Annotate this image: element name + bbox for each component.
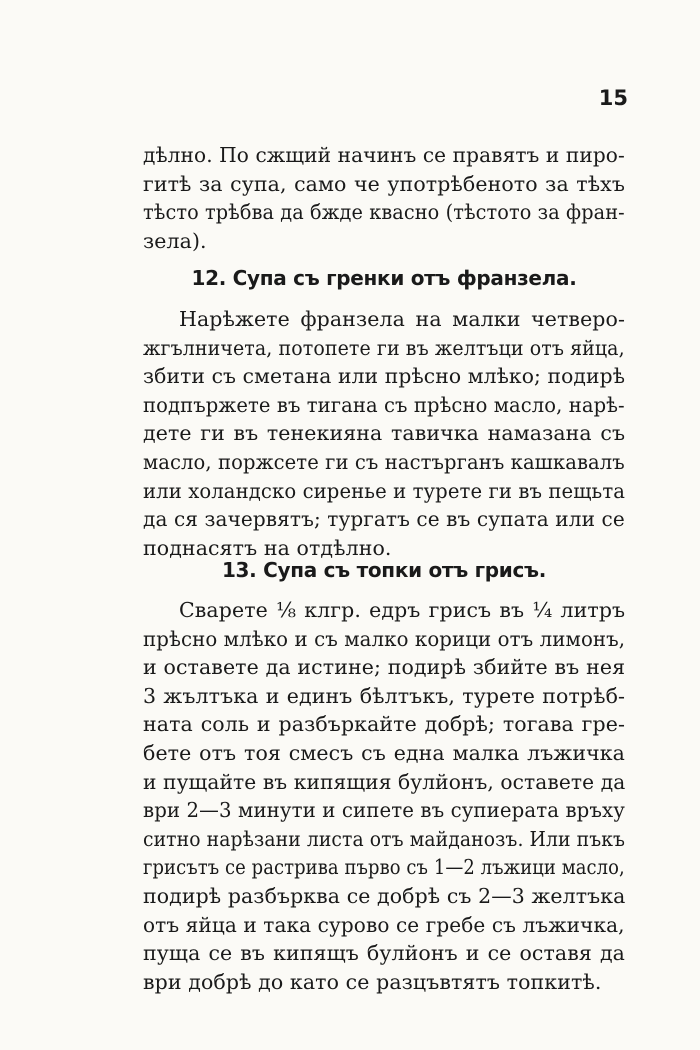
- text-line: бете отъ тоя смесъ съ една малка лъжичка: [143, 740, 625, 765]
- section-12-paragraph: [143, 305, 625, 562]
- text-line: дете ги въ тенекияна тавичка намазана съ: [143, 421, 626, 446]
- text-line: ната соль и разбъркайте добрѣ; тогава гре-: [143, 712, 625, 737]
- page-number: 15: [598, 86, 628, 110]
- text-line: подирѣ разбърква се добрѣ съ 2—3 желтъка: [143, 883, 626, 908]
- text-line: 3 жълтъка и единъ бѣлтъкъ, турете потрѣб-: [143, 683, 626, 708]
- text-line: и оставете да истине; подирѣ збийте въ нея: [143, 655, 626, 680]
- section-13-heading: 13. Супа съ топки отъ грисъ.: [221, 558, 547, 582]
- text-line: ври добрѣ до като се разцъвтятъ топкитѣ.: [143, 969, 602, 994]
- text-line: зела).: [143, 228, 207, 253]
- text-line: или холандско сиренье и турете ги въ пещьта: [143, 478, 626, 503]
- text-line: Нарѣжете франзела на малки четверо-: [179, 307, 625, 331]
- text-line: дѣлно. По сжщий начинъ се правятъ и пиро-: [143, 143, 625, 167]
- text-line: да ся зачервятъ; тургатъ се въ супата или се: [143, 507, 625, 532]
- text-line: збити съ сметана или прѣсно млѣко; подирѣ: [143, 364, 626, 389]
- text-line: Сварете ⅛ клгр. едръ грисъ въ ¼ литръ: [179, 598, 626, 622]
- text-line: и пущайте въ кипящия булйонъ, оставете да: [143, 769, 626, 794]
- text-line: ситно нарѣзани листа отъ майданозъ. Или пъкъ: [143, 826, 626, 851]
- text-line: тѣсто трѣбва да бжде квасно (тѣстото за фран-: [143, 200, 625, 225]
- text-line: масло, поржсете ги съ настърганъ кашкавалъ: [143, 449, 625, 474]
- text-line: ври 2—3 минути и сипете въ супиерата връху: [143, 798, 625, 823]
- text-line: прѣсно млѣко и съ малко корици отъ лимонъ,: [143, 626, 626, 651]
- text-line: отъ яйца и така сурово се гребе съ лъжичка,: [143, 912, 625, 937]
- text-line: жгълничета, потопете ги въ желтъци отъ яйца,: [143, 335, 625, 360]
- text-line: подпържете въ тигана съ прѣсно масло, нарѣ-: [143, 392, 625, 417]
- section-13-paragraph: [143, 596, 625, 996]
- text-line: гитѣ за супа, само че употрѣбеното за тѣхъ: [143, 171, 625, 196]
- intro-paragraph: [143, 141, 625, 255]
- text-line: грисътъ се растрива първо съ 1—2 лъжици масло,: [143, 855, 625, 880]
- section-12-heading: 12. Супа съ гренки отъ франзела.: [191, 266, 577, 290]
- text-line: поднасятъ на отдѣлно.: [143, 535, 392, 560]
- text-line: пуща се въ кипящъ булйонъ и се оставя да: [143, 941, 625, 966]
